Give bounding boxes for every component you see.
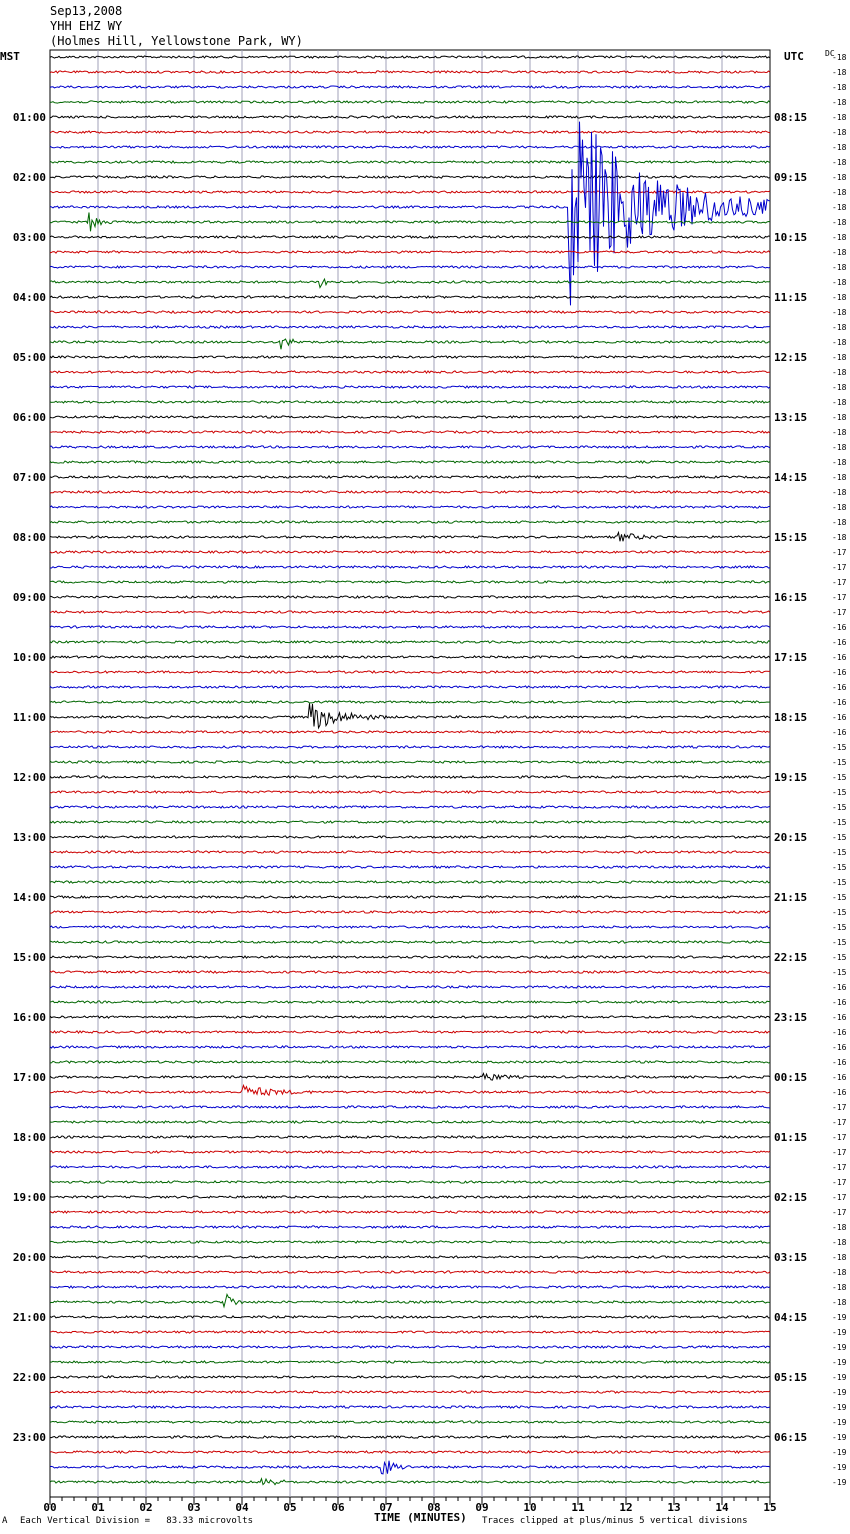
dc-offset-label: -19: [832, 1358, 847, 1367]
trace-row: [50, 1294, 770, 1306]
dc-offset-label: -18: [832, 458, 847, 467]
trace-row: [50, 1121, 770, 1123]
left-timezone-label: MST: [0, 50, 20, 63]
dc-offset-label: -16: [832, 668, 847, 677]
trace-row: [50, 701, 770, 703]
trace-row: [50, 956, 770, 958]
trace-row: [50, 339, 770, 349]
dc-offset-label: -15: [832, 878, 847, 887]
x-tick-label: 02: [139, 1501, 153, 1514]
dc-offset-label: -18: [832, 443, 847, 452]
dc-offset-label: -18: [832, 323, 847, 332]
trace-row: [50, 1241, 770, 1243]
utc-hour-label: 00:15: [774, 1071, 808, 1084]
trace-row: [50, 1331, 770, 1333]
utc-hour-label: 15:15: [774, 531, 808, 544]
dc-offset-label: -15: [832, 953, 847, 962]
trace-row: [50, 131, 770, 133]
trace-row: [50, 731, 770, 733]
x-tick-label: 06: [331, 1501, 345, 1514]
trace-row: [50, 86, 770, 88]
trace-row: [50, 1046, 770, 1048]
trace-row: [50, 461, 770, 463]
trace-row: [50, 161, 770, 163]
mst-hour-label: 09:00: [12, 591, 46, 604]
dc-offset-label: -16: [832, 983, 847, 992]
dc-offset-label: -16: [832, 683, 847, 692]
dc-offset-label: -18: [832, 488, 847, 497]
x-tick-label: 01: [91, 1501, 105, 1514]
trace-row: [50, 1031, 770, 1033]
mst-hour-label: 12:00: [12, 771, 46, 784]
utc-hour-label: 17:15: [774, 651, 808, 664]
trace-row: [50, 116, 770, 118]
trace-row: [50, 1271, 770, 1273]
trace-row: [50, 551, 770, 553]
dc-offset-label: -15: [832, 833, 847, 842]
dc-offset-label: -19: [832, 1403, 847, 1412]
trace-row: [50, 476, 770, 478]
dc-offset-label: -17: [832, 563, 847, 572]
trace-row: [50, 266, 770, 268]
mst-hour-label: 22:00: [12, 1371, 46, 1384]
x-axis-title: TIME (MINUTES): [374, 1511, 467, 1524]
clipping-note: Traces clipped at plus/minus 5 vertical divisions: [482, 1516, 748, 1526]
trace-row: [50, 1361, 770, 1363]
dc-offset-label: -15: [832, 788, 847, 797]
dc-offset-label: -15: [832, 908, 847, 917]
station-location: (Holmes Hill, Yellowstone Park, WY): [50, 34, 303, 48]
dc-offset-label: -15: [832, 893, 847, 902]
dc-offset-label: -17: [832, 1133, 847, 1142]
dc-offset-label: -18: [832, 188, 847, 197]
trace-row: [50, 581, 770, 583]
footer-mark: A: [2, 1516, 8, 1526]
dc-offset-label: -18: [832, 248, 847, 257]
utc-hour-label: 21:15: [774, 891, 808, 904]
trace-row: [50, 56, 770, 58]
dc-offset-label: -15: [832, 773, 847, 782]
dc-offset-label: -18: [832, 263, 847, 272]
dc-offset-label: -18: [832, 203, 847, 212]
trace-row: [50, 279, 770, 287]
trace-row: [50, 896, 770, 898]
x-tick-label: 15: [763, 1501, 777, 1514]
dc-offset-label: -17: [832, 1193, 847, 1202]
trace-row: [50, 1256, 770, 1258]
dc-offset-label: -18: [832, 353, 847, 362]
trace-row: [50, 1136, 770, 1138]
trace-row: [50, 596, 770, 598]
dc-offset-label: -18: [832, 1268, 847, 1277]
trace-row: [50, 1286, 770, 1288]
dc-offset-label: -17: [832, 1118, 847, 1127]
trace-row: [50, 296, 770, 298]
trace-row: [50, 371, 770, 373]
trace-row: [50, 1346, 770, 1348]
trace-row: [50, 1016, 770, 1018]
trace-row: [50, 836, 770, 838]
dc-offset-label: -16: [832, 698, 847, 707]
dc-offset-label: -18: [832, 68, 847, 77]
trace-row: [50, 213, 770, 232]
trace-row: [50, 1061, 770, 1063]
trace-row: [50, 704, 770, 728]
dc-offset-label: -17: [832, 1178, 847, 1187]
trace-row: [50, 1211, 770, 1213]
x-tick-label: 12: [619, 1501, 633, 1514]
trace-row: [50, 1166, 770, 1168]
x-tick-label: 03: [187, 1501, 201, 1514]
mst-hour-label: 06:00: [12, 411, 46, 424]
trace-row: [50, 761, 770, 763]
trace-row: [50, 986, 770, 988]
dc-offset-label: -17: [832, 1163, 847, 1172]
dc-offset-label: -16: [832, 1013, 847, 1022]
dc-offset-label: -16: [832, 1073, 847, 1082]
x-tick-label: 05: [283, 1501, 297, 1514]
trace-row: [50, 191, 770, 193]
trace-row: [50, 911, 770, 913]
x-tick-label: 08: [427, 1501, 441, 1514]
dc-offset-label: -17: [832, 1148, 847, 1157]
utc-hour-label: 08:15: [774, 111, 808, 124]
trace-row: [50, 446, 770, 448]
dc-offset-label: -18: [832, 368, 847, 377]
trace-row: [50, 311, 770, 313]
mst-hour-label: 05:00: [12, 351, 46, 364]
trace-row: [50, 866, 770, 868]
dc-offset-label: -18: [832, 218, 847, 227]
x-tick-label: 14: [715, 1501, 729, 1514]
utc-hour-label: 06:15: [774, 1431, 808, 1444]
dc-offset-label: -18: [832, 1298, 847, 1307]
trace-row: [50, 851, 770, 853]
trace-row: [50, 611, 770, 613]
right-timezone-label: UTC: [784, 50, 804, 63]
dc-offset-label: -18: [832, 53, 847, 62]
utc-hour-label: 12:15: [774, 351, 808, 364]
mst-hour-label: 02:00: [12, 171, 46, 184]
x-tick-label: 13: [667, 1501, 681, 1514]
trace-row: [50, 1316, 770, 1318]
trace-row: [50, 1085, 770, 1095]
dc-offset-label: -19: [832, 1433, 847, 1442]
dc-offset-label: -18: [832, 518, 847, 527]
trace-row: [50, 1391, 770, 1393]
dc-offset-label: -16: [832, 998, 847, 1007]
trace-row: [50, 251, 770, 253]
dc-offset-label: -18: [832, 533, 847, 542]
dc-offset-label: -15: [832, 848, 847, 857]
dc-offset-label: -16: [832, 1058, 847, 1067]
mst-hour-label: 15:00: [12, 951, 46, 964]
utc-hour-label: 10:15: [774, 231, 808, 244]
dc-offset-label: -17: [832, 1103, 847, 1112]
trace-row: [50, 881, 770, 883]
mst-hour-label: 10:00: [12, 651, 46, 664]
dc-offset-label: -19: [832, 1313, 847, 1322]
dc-offset-label: -16: [832, 623, 847, 632]
trace-row: [50, 521, 770, 523]
dc-offset-label: -18: [832, 83, 847, 92]
dc-offset-label: -17: [832, 578, 847, 587]
trace-row: [50, 1106, 770, 1108]
plot-date: Sep13,2008: [50, 4, 123, 18]
dc-offset-label: -17: [832, 548, 847, 557]
trace-row: [50, 656, 770, 658]
utc-hour-label: 11:15: [774, 291, 808, 304]
dc-offset-label: -17: [832, 608, 847, 617]
trace-row: [50, 431, 770, 433]
dc-offset-label: -18: [832, 173, 847, 182]
trace-row: [50, 1196, 770, 1198]
trace-row: [50, 1151, 770, 1153]
utc-hour-label: 16:15: [774, 591, 808, 604]
trace-row: [50, 971, 770, 973]
mst-hour-label: 18:00: [12, 1131, 46, 1144]
dc-offset-label: -18: [832, 128, 847, 137]
dc-offset-label: -18: [832, 428, 847, 437]
mst-hour-label: 16:00: [12, 1011, 46, 1024]
trace-row: [50, 1226, 770, 1228]
trace-row: [50, 356, 770, 358]
mst-hour-label: 21:00: [12, 1311, 46, 1324]
trace-row: [50, 533, 770, 542]
dc-offset-label: -15: [832, 938, 847, 947]
dc-offset-label: -15: [832, 968, 847, 977]
trace-row: [50, 146, 770, 148]
mst-hour-label: 07:00: [12, 471, 46, 484]
trace-row: [50, 791, 770, 793]
trace-row: [50, 236, 770, 238]
dc-offset-label: -15: [832, 803, 847, 812]
mst-hour-label: 20:00: [12, 1251, 46, 1264]
trace-row: [50, 1461, 770, 1474]
dc-offset-label: -18: [832, 473, 847, 482]
dc-offset-label: -18: [832, 158, 847, 167]
dc-offset-label: -19: [832, 1343, 847, 1352]
trace-row: [50, 122, 770, 306]
dc-offset-label: -19: [832, 1328, 847, 1337]
dc-offset-label: -15: [832, 818, 847, 827]
mst-hour-label: 08:00: [12, 531, 46, 544]
utc-hour-label: 03:15: [774, 1251, 808, 1264]
dc-offset-label: -18: [832, 278, 847, 287]
utc-hour-label: 18:15: [774, 711, 808, 724]
dc-offset-label: -18: [832, 143, 847, 152]
dc-offset-label: -18: [832, 1283, 847, 1292]
dc-offset-label: -16: [832, 638, 847, 647]
utc-hour-label: 02:15: [774, 1191, 808, 1204]
dc-offset-label: -18: [832, 1253, 847, 1262]
dc-offset-label: -16: [832, 1043, 847, 1052]
trace-row: [50, 416, 770, 418]
dc-offset-label: -19: [832, 1373, 847, 1382]
dc-offset-label: -18: [832, 293, 847, 302]
trace-row: [50, 1451, 770, 1453]
dc-offset-label: -19: [832, 1388, 847, 1397]
dc-offset-label: -19: [832, 1448, 847, 1457]
mst-hour-label: 23:00: [12, 1431, 46, 1444]
utc-hour-label: 04:15: [774, 1311, 808, 1324]
mst-hour-label: 11:00: [12, 711, 46, 724]
trace-row: [50, 776, 770, 778]
trace-row: [50, 506, 770, 508]
dc-offset-label: -17: [832, 593, 847, 602]
x-tick-label: 11: [571, 1501, 585, 1514]
dc-offset-label: -19: [832, 1463, 847, 1472]
trace-row: [50, 386, 770, 388]
dc-offset-label: -19: [832, 1418, 847, 1427]
utc-hour-label: 23:15: [774, 1011, 808, 1024]
dc-offset-label: -18: [832, 398, 847, 407]
dc-offset-label: -18: [832, 1238, 847, 1247]
trace-row: [50, 566, 770, 568]
mst-hour-label: 04:00: [12, 291, 46, 304]
dc-offset-label: -16: [832, 653, 847, 662]
trace-row: [50, 1421, 770, 1423]
trace-row: [50, 746, 770, 748]
trace-row: [50, 1181, 770, 1183]
station-code: YHH EHZ WY: [50, 19, 123, 33]
utc-hour-label: 14:15: [774, 471, 808, 484]
trace-row: [50, 1376, 770, 1378]
dc-offset-label: -18: [832, 338, 847, 347]
dc-offset-label: -15: [832, 923, 847, 932]
trace-row: [50, 641, 770, 643]
dc-offset-label: -18: [832, 113, 847, 122]
trace-row: [50, 671, 770, 673]
x-tick-label: 07: [379, 1501, 393, 1514]
utc-hour-label: 20:15: [774, 831, 808, 844]
mst-hour-label: 13:00: [12, 831, 46, 844]
dc-offset-label: -17: [832, 1208, 847, 1217]
dc-offset-label: -16: [832, 1088, 847, 1097]
trace-row: [50, 926, 770, 928]
dc-offset-label: -15: [832, 758, 847, 767]
dc-offset-label: -18: [832, 1223, 847, 1232]
trace-row: [50, 941, 770, 943]
dc-offset-label: -16: [832, 728, 847, 737]
dc-offset-label: -18: [832, 233, 847, 242]
trace-row: [50, 101, 770, 103]
mst-hour-label: 03:00: [12, 231, 46, 244]
dc-offset-label: -16: [832, 713, 847, 722]
trace-row: [50, 1001, 770, 1003]
trace-row: [50, 626, 770, 628]
utc-hour-label: 22:15: [774, 951, 808, 964]
dc-offset-label: -18: [832, 383, 847, 392]
trace-row: [50, 71, 770, 73]
dc-offset-label: -15: [832, 863, 847, 872]
trace-row: [50, 1436, 770, 1438]
trace-row: [50, 176, 770, 178]
utc-hour-label: 09:15: [774, 171, 808, 184]
dc-label: DC: [825, 49, 835, 58]
dc-offset-label: -16: [832, 1028, 847, 1037]
trace-row: [50, 401, 770, 403]
trace-row: [50, 686, 770, 688]
vertical-division-note: Each Vertical Division = 83.33 microvolts: [20, 1516, 253, 1526]
mst-hour-label: 17:00: [12, 1071, 46, 1084]
trace-row: [50, 1074, 770, 1081]
trace-row: [50, 491, 770, 493]
dc-offset-label: -18: [832, 308, 847, 317]
utc-hour-label: 13:15: [774, 411, 808, 424]
utc-hour-label: 01:15: [774, 1131, 808, 1144]
trace-row: [50, 326, 770, 328]
dc-offset-label: -18: [832, 98, 847, 107]
trace-row: [50, 806, 770, 808]
trace-row: [50, 1479, 770, 1485]
x-tick-label: 00: [43, 1501, 57, 1514]
utc-hour-label: 19:15: [774, 771, 808, 784]
utc-hour-label: 05:15: [774, 1371, 808, 1384]
x-tick-label: 09: [475, 1501, 489, 1514]
x-tick-label: 04: [235, 1501, 249, 1514]
mst-hour-label: 14:00: [12, 891, 46, 904]
trace-row: [50, 821, 770, 823]
trace-row: [50, 1406, 770, 1408]
mst-hour-label: 19:00: [12, 1191, 46, 1204]
mst-hour-label: 01:00: [12, 111, 46, 124]
x-tick-label: 10: [523, 1501, 537, 1514]
dc-offset-label: -18: [832, 413, 847, 422]
dc-offset-label: -18: [832, 503, 847, 512]
dc-offset-label: -19: [832, 1478, 847, 1487]
dc-offset-label: -15: [832, 743, 847, 752]
